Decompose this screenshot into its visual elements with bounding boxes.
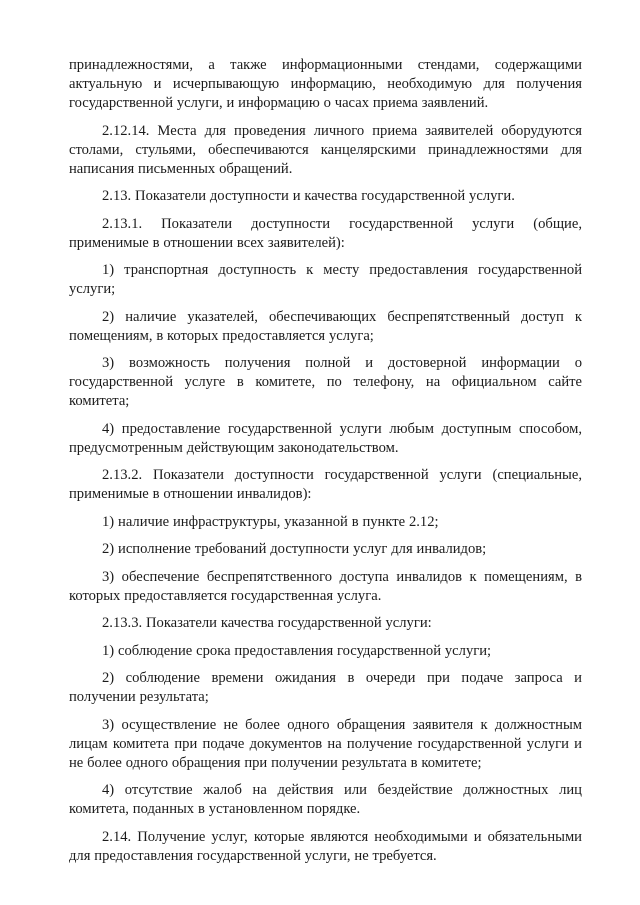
heading-2-13-3: 2.13.3. Показатели качества государственной услуги: <box>102 615 432 631</box>
list-item-2-13-3-4: 4) отсутствие жалоб на действия или бездействие должностных лиц комитета, поданных в установленном порядке. <box>69 782 582 817</box>
list-item-2-13-1-3: 3) возможность получения полной и достоверной информации о государственной услуге в комитете, по телефону, на официальном сайте комитета; <box>69 355 582 409</box>
list-item-2-13-2-1: 1) наличие инфраструктуры, указанной в пункте 2.12; <box>102 513 439 530</box>
list-item-2-13-2-2: 2) исполнение требований доступности услуг для инвалидов; <box>102 541 487 557</box>
paragraph-2-12-14: 2.12.14. Места для проведения личного приема заявителей оборудуются столами, стульями, обеспечиваются канцелярскими принадлежностями для написания письменных обращений. <box>69 122 582 177</box>
list-item-2-13-3-1: 1) соблюдение срока предоставления государственной услуги; <box>102 642 492 659</box>
paragraph-2-14: 2.14. Получение услуг, которые являются необходимыми и обязательными для предоставления государственной услуги, не требуется. <box>69 828 582 864</box>
list-item-2-13-3-3: 3) осуществление не более одного обращения заявителя к должностным лицам комитета при подаче документов на получение государственной услуги и не более одного обращения при получении результата в комитете; <box>69 716 582 771</box>
list-item-2-13-3-2: 2) соблюдение времени ожидания в очереди при подаче запроса и получении результата; <box>69 670 582 705</box>
list-item-2-13-1-2: 2) наличие указателей, обеспечивающих беспрепятственный доступ к помещениям, в которых предоставляется услуга; <box>69 308 582 344</box>
heading-2-13: 2.13. Показатели доступности и качества государственной услуги. <box>102 188 515 204</box>
paragraph-2-13-2: 2.13.2. Показатели доступности государственной услуги (специальные, применимые в отношении инвалидов): <box>69 467 582 502</box>
list-item-2-13-2-3: 3) обеспечение беспрепятственного доступа инвалидов к помещениям, в которых предоставляется государственная услуга. <box>69 568 582 604</box>
list-item-2-13-1-1: 1) транспортная доступность к месту предоставления государственной услуги; <box>69 262 582 297</box>
list-item-2-13-1-4: 4) предоставление государственной услуги любым доступным способом, предусмотренным действующим законодательством. <box>69 420 582 456</box>
paragraph-2-13-1: 2.13.1. Показатели доступности государственной услуги (общие, применимые в отношении всех заявителей): <box>69 215 582 251</box>
paragraph-continuation: принадлежностями, а также информационными стендами, содержащими актуальную и исчерпывающую информацию, необходимую для получения государственной услуги, и информацию о часах приема заявлений. <box>69 57 582 111</box>
